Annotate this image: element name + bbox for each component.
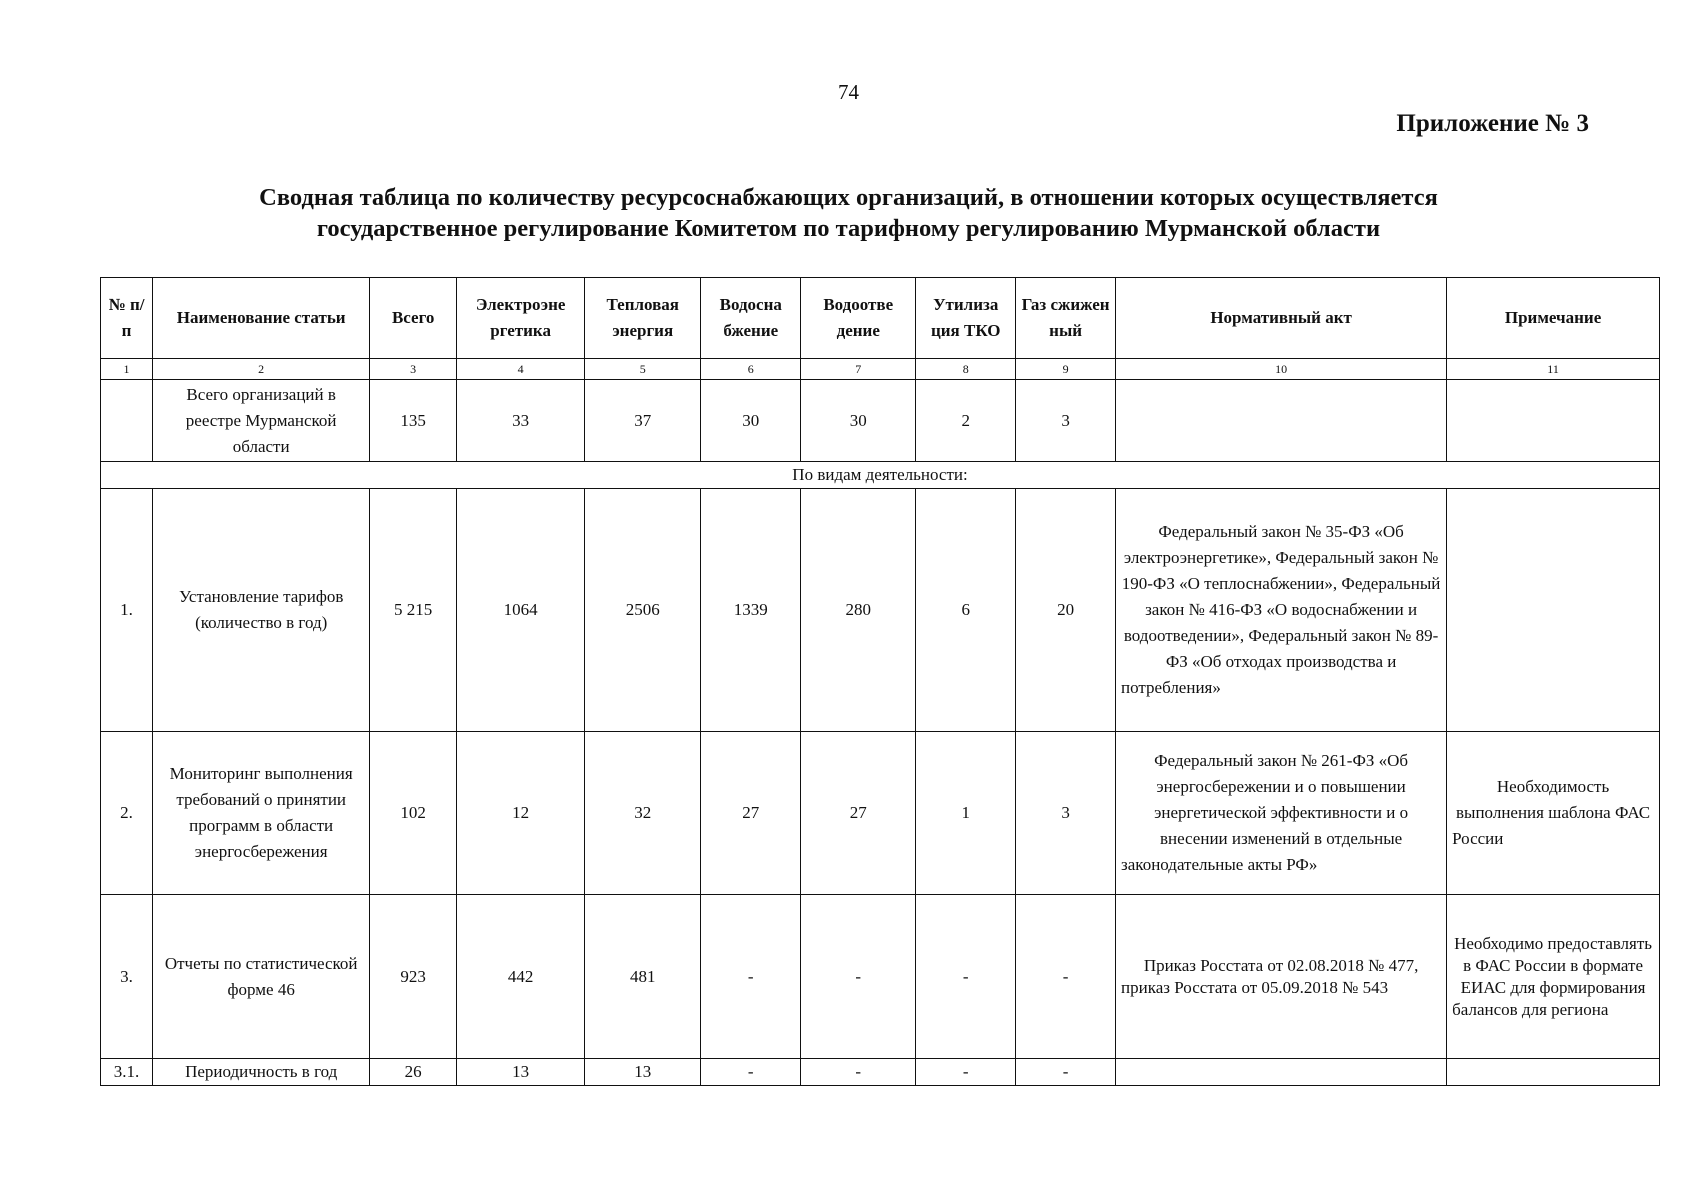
table-cell: 135 — [370, 380, 457, 462]
column-numbers-row — [101, 359, 1660, 380]
table-cell-regulatory-act: Федеральный закон № 261-ФЗ «Об энергосбережении и о повышении энергетической эффективности и о внесении изменений в отдельные законодательные акты РФ» — [1116, 732, 1447, 895]
table-cell-note: Необходимо предоставлять в ФАС России в формате ЕИАС для формирования балансов для региона — [1447, 895, 1660, 1059]
table-cell: 3 — [1016, 732, 1116, 895]
header-total: Всего — [370, 278, 457, 359]
table-cell: 923 — [370, 895, 457, 1059]
header-number: № п/п — [101, 278, 153, 359]
document-title — [100, 182, 1597, 244]
table-cell: 481 — [585, 895, 701, 1059]
table-cell-number: 3.1. — [101, 1059, 153, 1086]
table-cell — [1116, 380, 1447, 462]
table-header-row — [101, 278, 1660, 359]
title-line-1: Сводная таблица по количеству ресурсоснабжающих организаций, в отношении которых осуществляется — [259, 184, 1438, 211]
header-note: Примечание — [1447, 278, 1660, 359]
section-label: По видам деятельности: — [101, 462, 1660, 489]
table-cell-regulatory-act: Приказ Росстата от 02.08.2018 № 477, приказ Росстата от 05.09.2018 № 543 — [1116, 895, 1447, 1059]
table-cell: 442 — [457, 895, 585, 1059]
table-cell: 12 — [457, 732, 585, 895]
table-cell: 5 215 — [370, 489, 457, 732]
table-cell-number: 1. — [101, 489, 153, 732]
table-cell-regulatory-act: Федеральный закон № 35-ФЗ «Об электроэнергетике», Федеральный закон № 190-ФЗ «О теплоснабжении», Федеральный закон № 416-ФЗ «О водоснабжении и водоотведении», Федеральный закон № 89-ФЗ «Об отходах производства и потребления» — [1116, 489, 1447, 732]
table-row — [101, 489, 1660, 732]
header-item-name: Наименование статьи — [153, 278, 370, 359]
header-waste-disposal: Утилиза ция ТКО — [916, 278, 1016, 359]
table-row-total — [101, 380, 1660, 462]
header-heat: Тепловая энергия — [585, 278, 701, 359]
table-cell: - — [701, 895, 801, 1059]
header-water-supply: Водосна бжение — [701, 278, 801, 359]
column-number: 6 — [701, 359, 801, 380]
header-electricity: Электроэне ргетика — [457, 278, 585, 359]
table-cell: - — [916, 1059, 1016, 1086]
table-cell: 30 — [801, 380, 916, 462]
table-cell: 20 — [1016, 489, 1116, 732]
table-cell: - — [801, 895, 916, 1059]
table-cell: 37 — [585, 380, 701, 462]
column-number: 8 — [916, 359, 1016, 380]
column-number: 1 — [101, 359, 153, 380]
table-cell-number: 2. — [101, 732, 153, 895]
table-cell — [101, 380, 153, 462]
table-cell-item-name: Всего организаций в реестре Мурманской области — [153, 380, 370, 462]
table-row-section — [101, 462, 1660, 489]
table-cell-note — [1447, 489, 1660, 732]
table-cell: 280 — [801, 489, 916, 732]
table-cell-note: Необходимость выполнения шаблона ФАС России — [1447, 732, 1660, 895]
header-regulatory-act: Нормативный акт — [1116, 278, 1447, 359]
header-wastewater: Водоотве дение — [801, 278, 916, 359]
column-number: 9 — [1016, 359, 1116, 380]
column-number: 2 — [153, 359, 370, 380]
title-line-2: государственное регулирование Комитетом по тарифному регулированию Мурманской области — [316, 215, 1381, 242]
table-cell: 27 — [801, 732, 916, 895]
table-cell: 13 — [457, 1059, 585, 1086]
table-cell: 1064 — [457, 489, 585, 732]
table-row — [101, 732, 1660, 895]
table-cell: 1339 — [701, 489, 801, 732]
summary-table — [100, 277, 1660, 1086]
table-cell: - — [701, 1059, 801, 1086]
table-cell-item-name: Периодичность в год — [153, 1059, 370, 1086]
column-number: 5 — [585, 359, 701, 380]
table-cell: 6 — [916, 489, 1016, 732]
table-cell: 1 — [916, 732, 1016, 895]
table-row — [101, 1059, 1660, 1086]
table-cell: 102 — [370, 732, 457, 895]
table-cell: 3 — [1016, 380, 1116, 462]
table-cell-item-name: Установление тарифов (количество в год) — [153, 489, 370, 732]
table-cell: 32 — [585, 732, 701, 895]
table-cell: - — [801, 1059, 916, 1086]
table-cell: 2506 — [585, 489, 701, 732]
table-cell: 30 — [701, 380, 801, 462]
table-cell-regulatory-act — [1116, 1059, 1447, 1086]
page-number: 74 — [838, 80, 859, 104]
table-cell: 27 — [701, 732, 801, 895]
column-number: 3 — [370, 359, 457, 380]
table-cell-item-name: Мониторинг выполнения требований о принятии программ в области энергосбережения — [153, 732, 370, 895]
column-number: 4 — [457, 359, 585, 380]
table-cell — [1447, 380, 1660, 462]
table-row — [101, 895, 1660, 1059]
table-cell: 33 — [457, 380, 585, 462]
column-number: 11 — [1447, 359, 1660, 380]
column-number: 10 — [1116, 359, 1447, 380]
header-liquefied-gas: Газ сжижен ный — [1016, 278, 1116, 359]
table-cell: - — [1016, 895, 1116, 1059]
table-cell-number: 3. — [101, 895, 153, 1059]
column-number: 7 — [801, 359, 916, 380]
table-cell: 13 — [585, 1059, 701, 1086]
table-cell: - — [916, 895, 1016, 1059]
table-cell: 26 — [370, 1059, 457, 1086]
table-cell: 2 — [916, 380, 1016, 462]
table-cell-note — [1447, 1059, 1660, 1086]
table-cell: - — [1016, 1059, 1116, 1086]
appendix-label: Приложение № 3 — [1396, 110, 1589, 137]
table-cell-item-name: Отчеты по статистической форме 46 — [153, 895, 370, 1059]
